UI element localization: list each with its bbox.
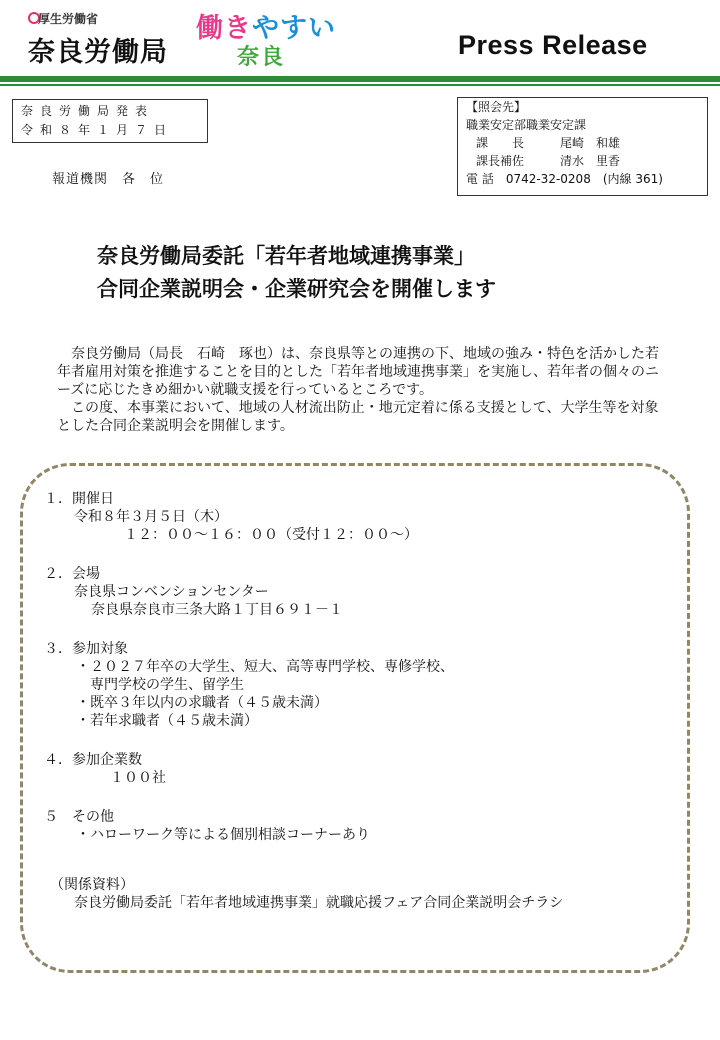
companies-count: １００社 [110,770,166,786]
press-release-label: Press Release [458,30,648,60]
venue-heading: ２．会場 [44,566,100,582]
issuer-line1: 奈良労働局発表 [21,104,155,118]
target-item-1-cont: 専門学校の学生、留学生 [90,677,244,693]
references [50,876,563,912]
issuer-box [12,99,208,143]
slogan-line2: 奈良 [237,45,286,70]
header-rule [0,76,720,82]
details-list [44,490,454,865]
other-item-1: ・ハローワーク等による個別相談コーナーあり [76,827,370,843]
issuer-date: 令和８年１月７日 [21,123,174,137]
companies-heading: ４．参加企業数 [44,752,142,768]
venue-name: 奈良県コンベンションセンター [74,584,269,600]
date-time: １２：００～１６：００（受付１２：００～） [124,527,418,543]
other-heading: ５ その他 [44,809,114,825]
slogan-rest: やすい [252,13,336,44]
target-heading: ３．参加対象 [44,641,128,657]
contact-phone: 電 話 0742-32-0208 (内線 361) [466,172,663,186]
target-item-3: ・若年求職者（４５歳未満） [76,713,258,729]
section-target [44,640,454,730]
section-other [44,808,454,844]
intro-text [57,345,672,435]
ministry-name: 厚生労働省 [38,12,99,26]
references-item: 奈良労働局委託「若年者地域連携事業」就職応援フェア合同企業説明会チラシ [74,895,564,911]
contact-box [457,97,708,196]
contact-person-1: 課 長 尾崎 和雄 [476,136,621,150]
date-day: 令和８年３月５日（木） [74,509,228,525]
title-line1: 奈良労働局委託「若年者地域連携事業」 [97,244,475,268]
slogan-highlight: 働き [196,13,252,44]
addressee: 報道機関 各 位 [52,172,165,187]
venue-address: 奈良県奈良市三条大路１丁目６９１－１ [91,602,343,618]
target-item-2: ・既卒３年以内の求職者（４５歳未満） [76,695,328,711]
references-heading: （関係資料） [50,877,134,893]
contact-department: 職業安定部職業安定課 [466,118,587,132]
title-line2: 合同企業説明会・企業研究会を開催します [97,277,496,301]
header-rule-thin [0,84,720,86]
contact-person-2: 課長補佐 清水 里香 [476,154,621,168]
section-venue [44,565,454,619]
section-companies [44,751,454,787]
contact-heading: 【照会先】 [466,100,527,114]
date-heading: １．開催日 [44,491,114,507]
bureau-name: 奈良労働局 [28,37,168,68]
target-item-1: ・２０２７年卒の大学生、短大、高等専門学校、専修学校、 [76,659,454,675]
intro-paragraph-1: 奈良労働局（局長 石崎 琢也）は、奈良県等との連携の下、地域の強み・特色を活かした若年者雇用対策を推進することを目的とした「若年者地域連携事業」を実施し、若年者の個々のニーズに応じたきめ細かい就職支援を行っているところです。 [57,346,659,398]
intro-paragraph-2: この度、本事業において、地域の人材流出防止・地元定着に係る支援として、大学生等を対象とした合同企業説明会を開催します。 [57,400,659,434]
page-title [97,240,496,306]
section-date [44,490,454,544]
